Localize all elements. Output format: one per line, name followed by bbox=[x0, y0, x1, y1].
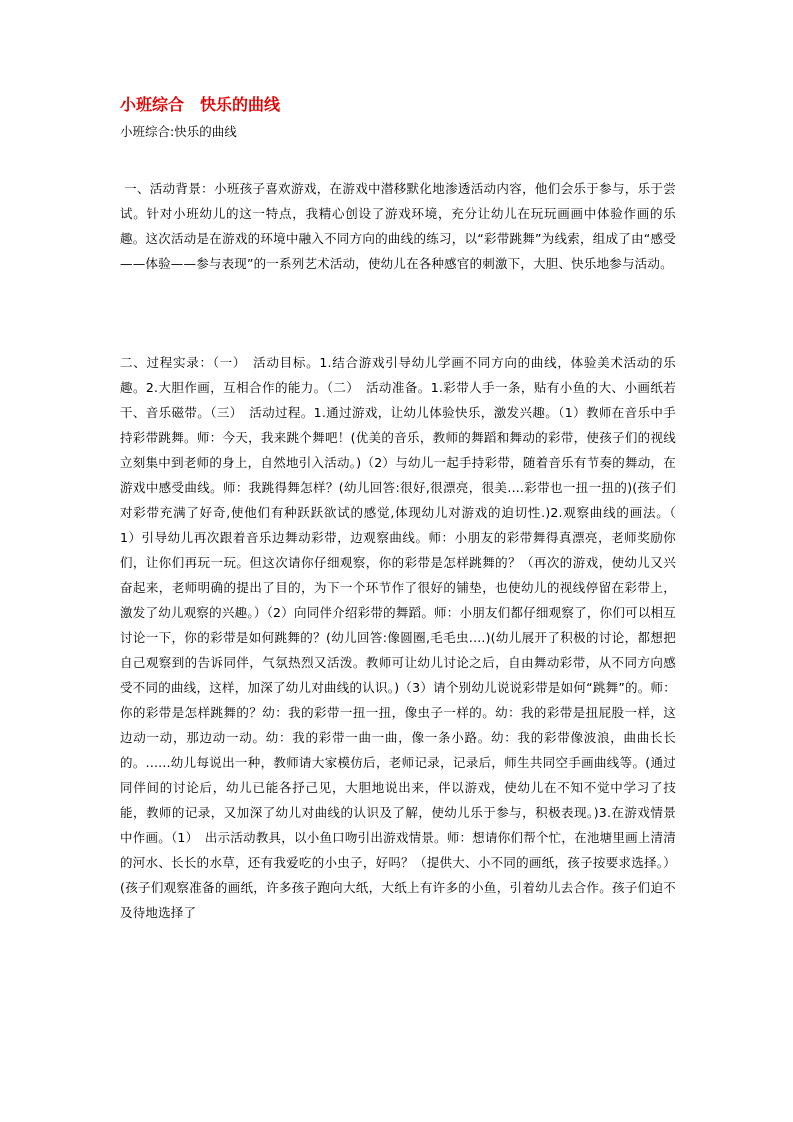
document-title: 小班综合 快乐的曲线 bbox=[120, 95, 281, 114]
paragraph-background bbox=[120, 176, 676, 276]
document-subtitle: 小班综合:快乐的曲线 bbox=[120, 124, 237, 139]
paragraph-process-text: 二、过程实录：（一） 活动目标。1.结合游戏引导幼儿学画不同方向的曲线，体验美术活动的乐趣。2.大胆作画，互相合作的能力。（二） 活动准备。1.彩带人手一条，贴有小鱼的大、小画纸若干、音乐磁带。（三） 活动过程。1.通过游戏，让幼儿体验快乐，激发兴趣。（1）教师在音乐中手持彩带跳舞。师：今天，我来跳个舞吧！(优美的音乐，教师的舞蹈和舞动的彩带，使孩子们的视线立刻集中到老师的身上，自然地引入活动。)（2）与幼儿一起手持彩带，随着音乐有节奏的舞动，在游戏中感受曲线。师：我跳得舞怎样？(幼儿回答:很好,很漂亮，很美....彩带也一扭一扭的)(孩子们对彩带充满了好奇,使他们有种跃跃欲试的感觉,体现幼儿对游戏的迫切性.)2.观察曲线的画法。（ 1）引导幼儿再次跟着音乐边舞动彩带，边观察曲线。师：小朋友的彩带舞得真漂亮，老师奖励你们，让你们再玩一玩。但这次请你仔细观察，你的彩带是怎样跳舞的？（再次的游戏，使幼儿又兴奋起来，老师明确的提出了目的，为下一个环节作了很好的铺垫，也使幼儿的视线停留在彩带上，激发了幼儿观察的兴趣。）（2）向同伴介绍彩带的舞蹈。师：小朋友们都仔细观察了，你们可以相互讨论一下，你的彩带是如何跳舞的？(幼儿回答:像圆圈,毛毛虫....)(幼儿展开了积极的讨论，都想把自己观察到的告诉同伴，气氛热烈又活泼。教师可让幼儿讨论之后，自由舞动彩带，从不同方向感受不同的曲线，这样，加深了幼儿对曲线的认识。)（3）请个别幼儿说说彩带是如何“跳舞”的。师：你的彩带是怎样跳舞的？幼：我的彩带一扭一扭，像虫子一样的。幼：我的彩带是扭屁股一样，这边动一动，那边动一动。幼：我的彩带一曲一曲，像一条小路。幼：我的彩带像波浪，曲曲长长的。......幼儿每说出一种，教师请大家模仿后，老师记录，记录后，师生共同空手画曲线等。(通过同伴间的讨论后，幼儿已能各抒己见，大胆地说出来，伴以游戏，使幼儿在不知不觉中学习了技能，教师的记录，又加深了幼儿对曲线的认识及了解，使幼儿乐于参与，积极表现。)3.在游戏情景中作画。（1） 出示活动教具，以小鱼口吻引出游戏情景。师：想请你们帮个忙，在池塘里画上清清的河水、长长的水草，还有我爱吃的小虫子，好吗？（提供大、小不同的画纸，孩子按要求选择。）(孩子们观察准备的画纸，许多孩子跑向大纸，大纸上有许多的小鱼，引着幼儿去合作。孩子们迫不及待地选择了 bbox=[120, 355, 689, 920]
paragraph-process bbox=[120, 350, 689, 1040]
paragraph-background-text: 一、活动背景：小班孩子喜欢游戏，在游戏中潜移默化地渗透活动内容，他们会乐于参与，乐于尝试。针对小班幼儿的这一特点，我精心创设了游戏环境，充分让幼儿在玩玩画画中体验作画的乐趣。这次活动是在游戏的环境中融入不同方向的曲线的练习，以“彩带跳舞”为线索，组成了由“感受——体验——参与表现”的一系列艺术活动，使幼儿在各种感官的刺激下，大胆、快乐地参与活动。 bbox=[120, 181, 676, 271]
